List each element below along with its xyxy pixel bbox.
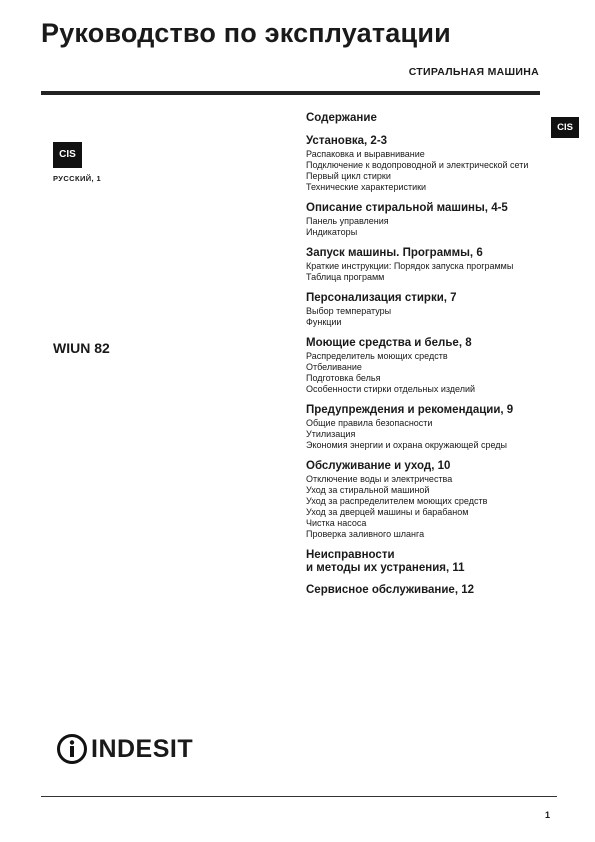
- toc-item: Таблица программ: [306, 272, 385, 282]
- toc-item: Проверка заливного шланга: [306, 529, 425, 539]
- info-circle-icon: [56, 733, 88, 765]
- toc-section-title: Неисправности и методы их устранения, 11: [306, 549, 465, 574]
- toc-item: Распределитель моющих средств: [306, 351, 448, 361]
- toc-item: Уход за дверцей машины и барабаном: [306, 507, 469, 517]
- toc-item: Отбеливание: [306, 362, 362, 372]
- toc-item: Панель управления: [306, 216, 389, 226]
- toc-section-title: Персонализация стирки, 7: [306, 292, 457, 304]
- toc-section-title: Моющие средства и белье, 8: [306, 337, 472, 349]
- toc-section-title: Сервисное обслуживание, 12: [306, 584, 475, 596]
- toc-item: Отключение воды и электричества: [306, 474, 453, 484]
- toc-section: [306, 202, 556, 238]
- toc-section-title: Запуск машины. Программы, 6: [306, 247, 483, 259]
- toc-section: [306, 460, 556, 540]
- page-number: 1: [544, 810, 550, 820]
- toc-item: Подготовка белья: [306, 373, 381, 383]
- brand-name: INDESIT: [91, 734, 194, 763]
- table-of-contents: [306, 112, 556, 606]
- toc-item: Подключение к водопроводной и электрической сети: [306, 160, 529, 170]
- toc-section: [306, 549, 556, 575]
- toc-section: [306, 584, 556, 597]
- toc-section-title: Обслуживание и уход, 10: [306, 460, 451, 472]
- language-badge: CIS: [53, 142, 82, 168]
- toc-section-title: Описание стиральной машины, 4-5: [306, 202, 508, 214]
- brand-logo: [56, 733, 193, 765]
- toc-section: [306, 292, 556, 328]
- toc-item: Экономия энергии и охрана окружающей среды: [306, 440, 508, 450]
- toc-section-title: Предупреждения и рекомендации, 9: [306, 404, 514, 416]
- toc-item: Первый цикл стирки: [306, 171, 391, 181]
- toc-item: Распаковка и выравнивание: [306, 149, 425, 159]
- toc-item: Технические характеристики: [306, 182, 427, 192]
- toc-section: [306, 337, 556, 395]
- toc-item: Общие правила безопасности: [306, 418, 433, 428]
- toc-item: Уход за распределителем моющих средств: [306, 496, 488, 506]
- language-label: РУССКИЙ, 1: [53, 174, 102, 183]
- toc-item: Функции: [306, 317, 342, 327]
- toc-section: [306, 135, 556, 193]
- toc-heading: Содержание: [306, 112, 377, 124]
- toc-item: Краткие инструкции: Порядок запуска программы: [306, 261, 514, 271]
- toc-item: Особенности стирки отдельных изделий: [306, 384, 476, 394]
- toc-item: Индикаторы: [306, 227, 358, 237]
- toc-section: [306, 247, 556, 283]
- toc-section-title: Установка, 2-3: [306, 135, 388, 147]
- header-rule: [41, 91, 540, 95]
- toc-item: Чистка насоса: [306, 518, 367, 528]
- toc-item: Утилизация: [306, 429, 356, 439]
- side-language-tab: CIS: [551, 117, 579, 138]
- toc-item: Уход за стиральной машиной: [306, 485, 430, 495]
- footer-rule: [41, 796, 557, 797]
- toc-sections: [306, 135, 556, 597]
- model-name: WIUN 82: [53, 340, 110, 356]
- page-title: Руководство по эксплуатации: [41, 18, 451, 48]
- product-type: СТИРАЛЬНАЯ МАШИНА: [408, 66, 539, 78]
- toc-item: Выбор температуры: [306, 306, 392, 316]
- toc-section: [306, 404, 556, 451]
